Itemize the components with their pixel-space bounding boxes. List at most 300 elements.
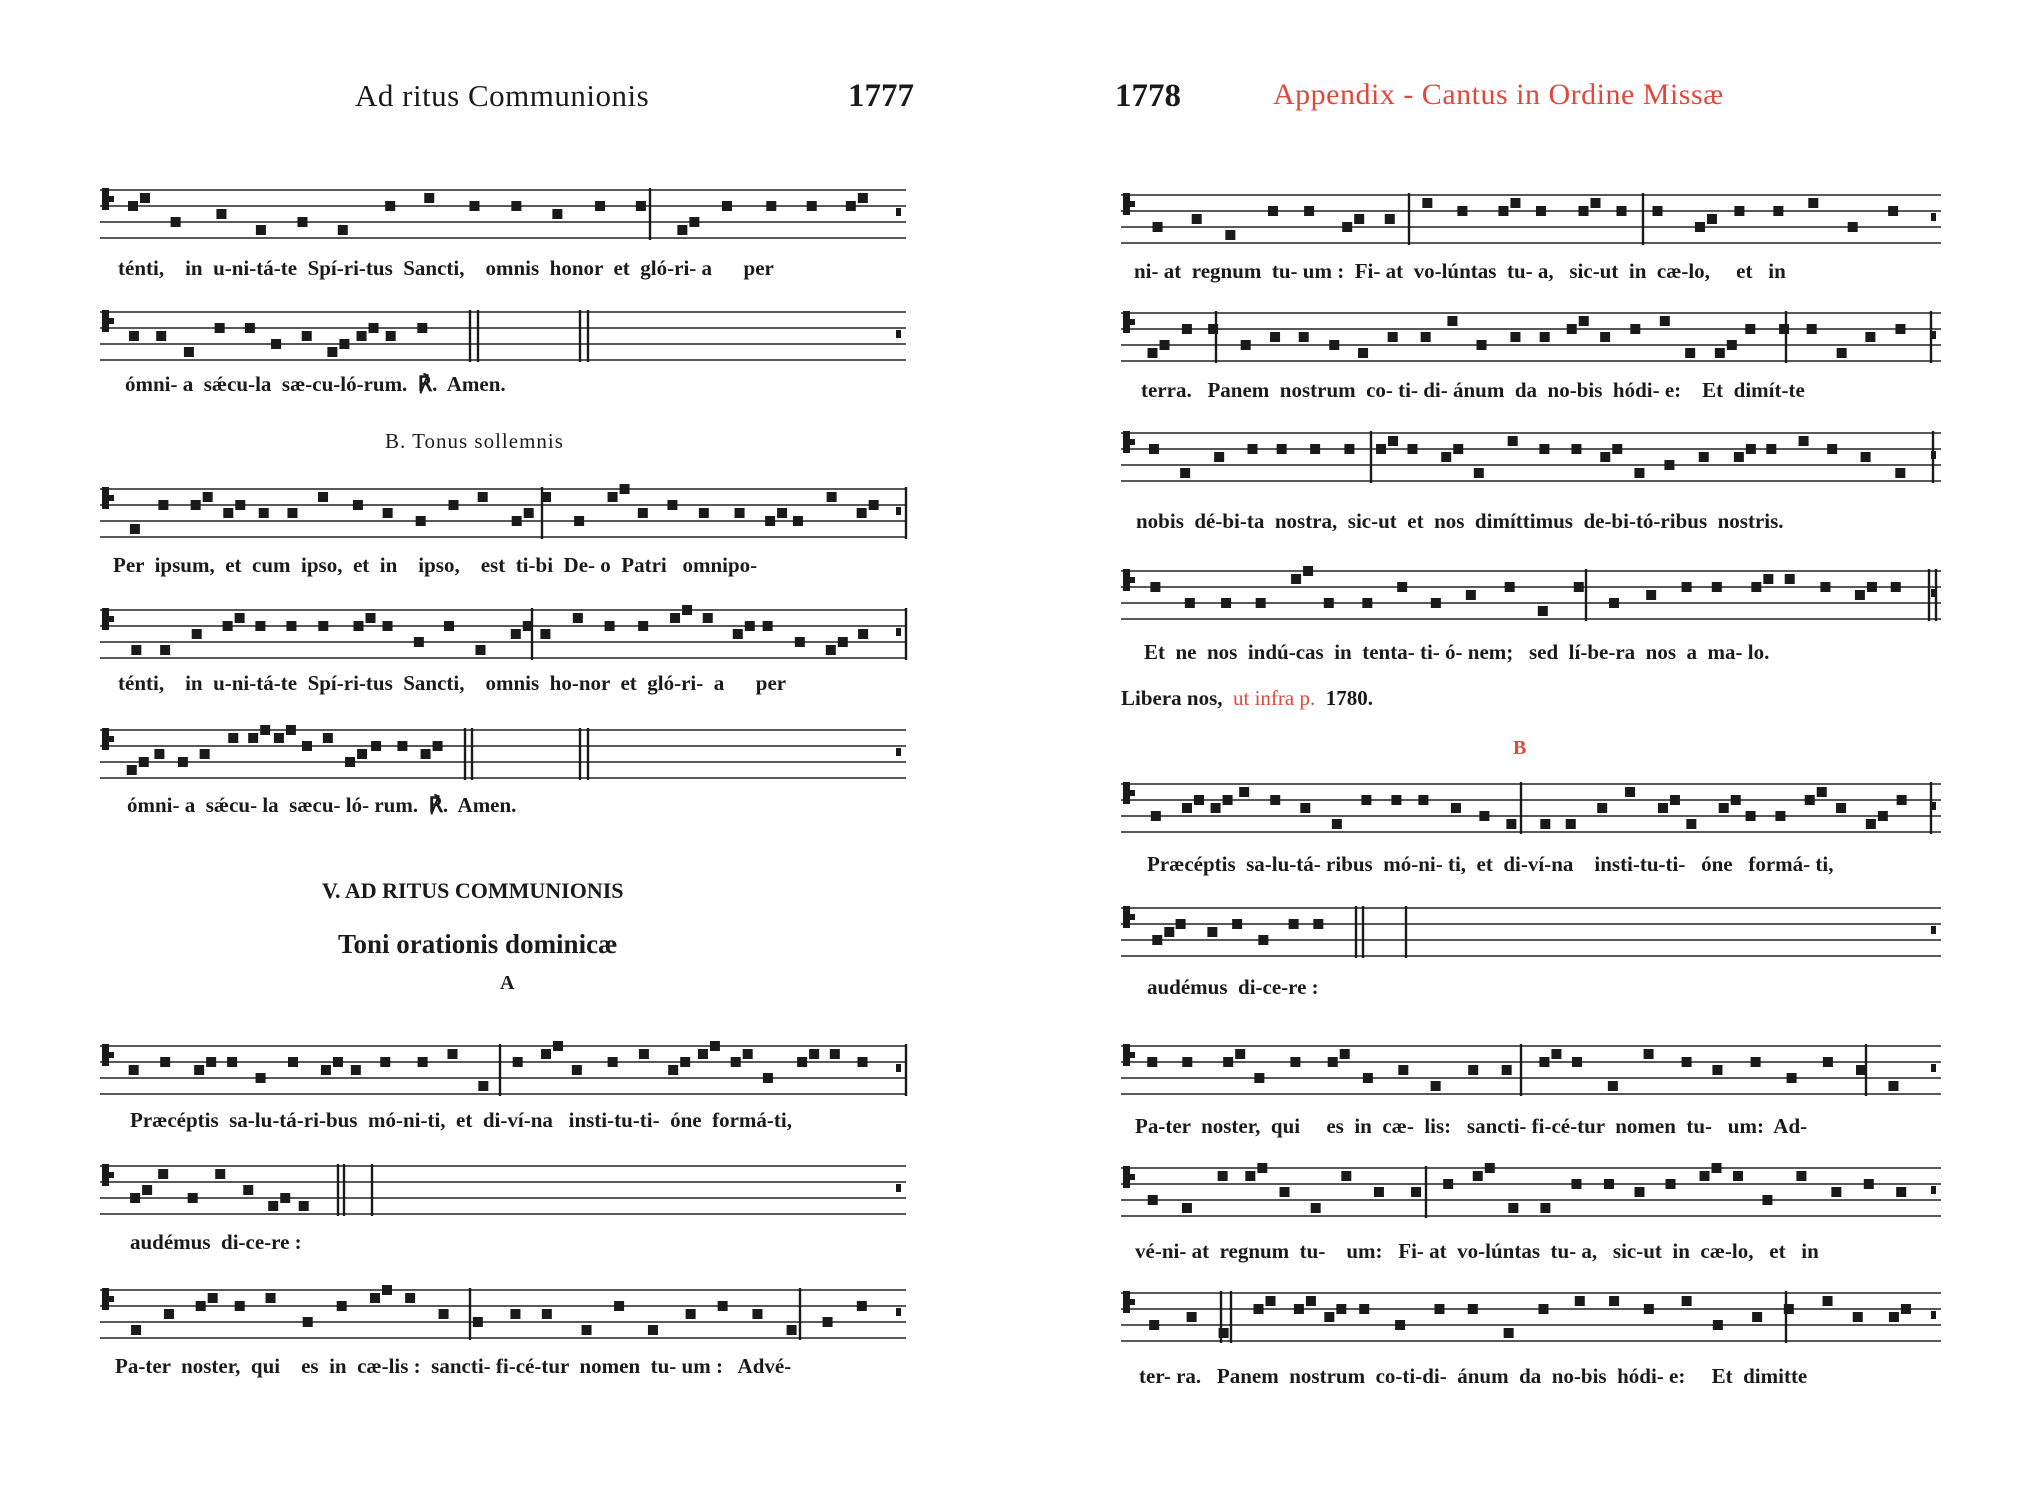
clef-mark [1123, 311, 1130, 333]
lyric-line: ténti, in u-ni-tá-te Spí-ri-tus Sancti, omnis ho-nor et gló-ri- a per [118, 671, 787, 695]
neume-note [1359, 1304, 1369, 1314]
custos-mark [1931, 802, 1936, 810]
neume-note [1539, 444, 1549, 454]
neume-note [1733, 1171, 1743, 1181]
custos-mark [1931, 213, 1936, 221]
neume-note [573, 613, 583, 623]
neume-note [139, 757, 149, 767]
clef-mark [109, 196, 114, 202]
neume-note [417, 323, 427, 333]
neume-note [1889, 1312, 1899, 1322]
neume-note [287, 508, 297, 518]
custos-mark [896, 1184, 901, 1192]
neume-note [1182, 1203, 1192, 1213]
lyric-line: terra. Panem nostrum co- ti- di- ánum da no-bis hódi- e: Et dimít-te [1141, 378, 1805, 402]
neume-note [1247, 444, 1257, 454]
neume-note [1266, 1296, 1276, 1306]
neume-note [1796, 1171, 1806, 1181]
neume-note [1646, 590, 1656, 600]
neume-note [1837, 348, 1847, 358]
section-title: V. AD RITUS COMMUNIONIS [322, 878, 624, 903]
neume-note [1891, 582, 1901, 592]
neume-note [475, 645, 485, 655]
neume-note [1182, 1057, 1192, 1067]
neume-note [1808, 198, 1818, 208]
neume-note [191, 500, 201, 510]
neume-note [667, 500, 677, 510]
neume-note [248, 733, 258, 743]
neume-note [809, 1049, 819, 1059]
neume-note [357, 749, 367, 759]
neume-note [1477, 340, 1487, 350]
neume-note [1805, 795, 1815, 805]
neume-note [838, 637, 848, 647]
neume-note [160, 1057, 170, 1067]
neume-note [722, 201, 732, 211]
neume-note [1506, 819, 1516, 829]
neume-note [677, 225, 687, 235]
neume-note [418, 1057, 428, 1067]
neume-note [1630, 324, 1640, 334]
neume-note [1221, 598, 1231, 608]
neume-note [1604, 1179, 1614, 1189]
neume-note [1505, 582, 1515, 592]
custos-mark [896, 748, 901, 756]
neume-note [1567, 324, 1577, 334]
left-page-number: 1777 [848, 78, 914, 114]
lyric-line: ter- ra. Panem nostrum co-ti-di- ánum da no-bis hódi- e: Et dimitte [1139, 1364, 1808, 1388]
neume-note [1332, 819, 1342, 829]
neume-note [1600, 452, 1610, 462]
neume-note [260, 725, 270, 735]
clef-mark [1130, 790, 1135, 796]
neume-note [807, 201, 817, 211]
neume-note [1336, 1304, 1346, 1314]
neume-note [826, 645, 836, 655]
clef-mark [1123, 782, 1130, 804]
neume-note [339, 339, 349, 349]
chant-staff [100, 184, 906, 246]
neume-note [733, 629, 743, 639]
neume-note [469, 201, 479, 211]
neume-note [353, 500, 363, 510]
neume-note [1836, 803, 1846, 813]
custos-mark [896, 330, 901, 338]
neume-note [302, 741, 312, 751]
neume-note [1719, 803, 1729, 813]
neume-note [286, 621, 296, 631]
neume-note [1304, 206, 1314, 216]
clef-mark [109, 318, 114, 324]
neume-note [380, 1057, 390, 1067]
neume-note [1362, 598, 1372, 608]
neume-note [228, 733, 238, 743]
lyric-line: Pa-ter noster, qui es in cæ- lis: sancti- fi-cé-tur nomen tu- um: Ad- [1135, 1114, 1808, 1138]
lyric-line: ténti, in u-ni-tá-te Spí-ri-tus Sancti, omnis honor et gló-ri- a per [118, 256, 774, 280]
neume-note [256, 225, 266, 235]
neume-note [1289, 919, 1299, 929]
chant-staff [1121, 565, 1941, 627]
neume-note [1443, 1179, 1453, 1189]
clef-mark [109, 1172, 114, 1178]
neume-note [1431, 1081, 1441, 1091]
neume-note [766, 201, 776, 211]
libera-reference: ut infra p. [1233, 686, 1316, 710]
neume-note [1270, 332, 1280, 342]
clef-mark [102, 1044, 109, 1066]
neume-note [1290, 1057, 1300, 1067]
neume-note [192, 629, 202, 639]
neume-note [382, 1285, 392, 1295]
neume-note [1473, 1171, 1483, 1181]
clef-mark [102, 310, 109, 332]
neume-note [424, 193, 434, 203]
clef-mark [1130, 1174, 1135, 1180]
neume-note [1572, 1057, 1582, 1067]
lyric-line: Pa-ter noster, qui es in cæ-lis : sancti- fi-cé-tur nomen tu- um : Advé- [115, 1354, 792, 1378]
neume-note [1341, 1171, 1351, 1181]
clef-mark [109, 736, 114, 742]
neume-note [256, 1073, 266, 1083]
neume-note [582, 1325, 592, 1335]
neume-note [1888, 206, 1898, 216]
neume-note [1418, 795, 1428, 805]
neume-note [140, 193, 150, 203]
lyric-line: ni- at regnum tu- um : Fi- at vo-lúntas tu- a, sic-ut in cæ-lo, et in [1134, 259, 1786, 283]
neume-note [1147, 1057, 1157, 1067]
neume-note [620, 484, 630, 494]
section-subtitle: Toni orationis dominicæ [338, 929, 618, 959]
chant-staff [100, 1040, 906, 1102]
neume-note [1258, 935, 1268, 945]
neume-note [1652, 206, 1662, 216]
neume-note [680, 1057, 690, 1067]
neume-note [1148, 1195, 1158, 1205]
neume-note [194, 1065, 204, 1075]
neume-note [1254, 1304, 1264, 1314]
neume-note [1571, 1179, 1581, 1189]
neume-note [1715, 348, 1725, 358]
neume-note [689, 217, 699, 227]
lyric-line: ómni- a sǽcu- la sæcu- ló- rum. ℟. Amen. [127, 793, 517, 817]
neume-note [670, 613, 680, 623]
neume-note [682, 605, 692, 615]
neume-note [858, 629, 868, 639]
neume-note [541, 1049, 551, 1059]
neume-note [1268, 206, 1278, 216]
neume-note [1682, 582, 1692, 592]
neume-note [1235, 1049, 1245, 1059]
neume-note [510, 1309, 520, 1319]
neume-note [227, 1057, 237, 1067]
neume-note [1799, 436, 1809, 446]
neume-note [686, 1309, 696, 1319]
neume-note [1510, 332, 1520, 342]
custos-mark [896, 507, 901, 515]
neume-note [511, 201, 521, 211]
neume-note [298, 217, 308, 227]
neume-note [1762, 1195, 1772, 1205]
neume-note [1540, 1203, 1550, 1213]
clef-mark [1123, 193, 1130, 215]
neume-note [1745, 324, 1755, 334]
neume-note [1187, 1312, 1197, 1322]
chant-staff [100, 724, 906, 786]
neume-note [1291, 574, 1301, 584]
chant-staff [1121, 1040, 1941, 1102]
neume-note [255, 621, 265, 631]
neume-note [1407, 444, 1417, 454]
neume-note [131, 1325, 141, 1335]
neume-note [857, 508, 867, 518]
neume-note [608, 1057, 618, 1067]
neume-note [188, 1193, 198, 1203]
neume-note [274, 733, 284, 743]
neume-note [699, 508, 709, 518]
neume-note [1194, 795, 1204, 805]
neume-note [345, 757, 355, 767]
neume-note [1566, 819, 1576, 829]
neume-note [266, 1293, 276, 1303]
neume-note [184, 347, 194, 357]
neume-note [1148, 348, 1158, 358]
neume-note [1866, 819, 1876, 829]
neume-note [1306, 1296, 1316, 1306]
neume-note [605, 621, 615, 631]
neume-note [763, 1073, 773, 1083]
neume-note [1256, 598, 1266, 608]
clef-mark [1123, 569, 1130, 591]
neume-note [1354, 214, 1364, 224]
lyric-line: vé-ni- at regnum tu- um: Fi- at vo-lúntas tu- a, sic-ut in cæ-lo, et in [1135, 1239, 1819, 1263]
neume-note [1299, 332, 1309, 342]
neume-note [1658, 803, 1668, 813]
neume-note [763, 621, 773, 631]
neume-note [1257, 1163, 1267, 1173]
neume-note [1734, 452, 1744, 462]
neume-note [1218, 1171, 1228, 1181]
libera-label: Libera nos, [1121, 686, 1223, 710]
neume-note [1855, 590, 1865, 600]
neume-note [1597, 803, 1607, 813]
neume-note [1185, 598, 1195, 608]
neume-note [1763, 574, 1773, 584]
lyric-line: Præcéptis sa-lu-tá- ribus mó-ni- ti, et di-ví-na insti-tu-ti- óne formá- ti, [1147, 852, 1834, 876]
neume-note [1746, 444, 1756, 454]
neume-note [1600, 332, 1610, 342]
neume-note [1152, 935, 1162, 945]
neume-note [127, 765, 137, 775]
neume-note [215, 323, 225, 333]
neume-note [1385, 214, 1395, 224]
neume-note [1540, 819, 1550, 829]
neume-note [1303, 566, 1313, 576]
neume-note [286, 725, 296, 735]
lyric-line: Præcéptis sa-lu-tá-ri-bus mó-ni-ti, et di-ví-na insti-tu-ti- óne formá-ti, [130, 1108, 792, 1132]
neume-note [1686, 819, 1696, 829]
neume-note [1239, 787, 1249, 797]
chant-staff [100, 1284, 906, 1346]
neume-note [203, 492, 213, 502]
neume-note [542, 1309, 552, 1319]
neume-note [223, 508, 233, 518]
clef-mark [102, 728, 109, 750]
neume-note [648, 1325, 658, 1335]
neume-note [638, 508, 648, 518]
neume-note [1431, 598, 1441, 608]
neume-note [1666, 1179, 1676, 1189]
neume-note [1660, 316, 1670, 326]
clef-mark [1123, 1166, 1130, 1188]
neume-note [1787, 1073, 1797, 1083]
neume-note [1664, 460, 1674, 470]
neume-note [1682, 1296, 1692, 1306]
neume-note [1225, 230, 1235, 240]
right-page-number: 1778 [1115, 78, 1181, 114]
neume-note [1485, 1163, 1495, 1173]
neume-note [1223, 795, 1233, 805]
neume-note [1785, 574, 1795, 584]
neume-note [1219, 1328, 1229, 1338]
neume-note [416, 516, 426, 526]
neume-note [1182, 803, 1192, 813]
neume-note [1376, 444, 1386, 454]
neume-note [1625, 787, 1635, 797]
neume-note [1784, 1304, 1794, 1314]
clef-mark [102, 487, 109, 509]
neume-note [1896, 1187, 1906, 1197]
neume-note [1864, 1179, 1874, 1189]
neume-note [370, 1293, 380, 1303]
neume-note [1245, 1171, 1255, 1181]
neume-note [513, 1057, 523, 1067]
neume-note [1712, 1163, 1722, 1173]
neume-note [245, 323, 255, 333]
neume-note [208, 1293, 218, 1303]
neume-note [1751, 1057, 1761, 1067]
neume-note [1164, 927, 1174, 937]
neume-note [1635, 1187, 1645, 1197]
neume-note [552, 209, 562, 219]
neume-note [1300, 803, 1310, 813]
clef-mark [109, 495, 114, 501]
neume-note [1232, 919, 1242, 929]
neume-note [1149, 444, 1159, 454]
neume-note [385, 201, 395, 211]
neume-note [439, 1309, 449, 1319]
neume-note [1361, 795, 1371, 805]
neume-note [1823, 1057, 1833, 1067]
neume-note [299, 1201, 309, 1211]
neume-note [1682, 1057, 1692, 1067]
custos-mark [1931, 1064, 1936, 1072]
clef-mark [1130, 1299, 1135, 1305]
clef-mark [1123, 1044, 1130, 1066]
neume-note [572, 1065, 582, 1075]
neume-note [743, 1049, 753, 1059]
right-page [1011, 0, 2022, 1500]
neume-note [1451, 803, 1461, 813]
neume-note [478, 492, 488, 502]
clef-mark [102, 188, 109, 210]
neume-note [1895, 324, 1905, 334]
neume-note [1670, 795, 1680, 805]
neume-note [541, 492, 551, 502]
neume-note [128, 201, 138, 211]
custos-mark [1931, 451, 1936, 459]
neume-note [857, 1301, 867, 1311]
neume-note [595, 201, 605, 211]
clef-mark [1123, 906, 1130, 928]
neume-note [668, 1065, 678, 1075]
clef-mark [1123, 1291, 1130, 1313]
neume-note [130, 524, 140, 534]
neume-note [1342, 222, 1352, 232]
neume-note [288, 1057, 298, 1067]
neume-note [1727, 340, 1737, 350]
neume-note [164, 1309, 174, 1319]
neume-note [323, 733, 333, 743]
tone-letter-a: A [500, 972, 515, 994]
neume-note [321, 1065, 331, 1075]
tonus-subheading: B. Tonus sollemnis [385, 429, 564, 453]
neume-note [449, 500, 459, 510]
neume-note [235, 1301, 245, 1311]
neume-note [383, 508, 393, 518]
neume-note [1574, 582, 1584, 592]
neume-note [1578, 206, 1588, 216]
neume-note [1699, 452, 1709, 462]
clef-mark [1130, 319, 1135, 325]
neume-note [523, 621, 533, 631]
neume-note [1395, 1320, 1405, 1330]
neume-note [1539, 1057, 1549, 1067]
custos-mark [1931, 331, 1936, 339]
neume-note [858, 1057, 868, 1067]
neume-note [703, 613, 713, 623]
neume-note [524, 508, 534, 518]
neume-note [1294, 1304, 1304, 1314]
neume-note [337, 1301, 347, 1311]
clef-mark [109, 1052, 114, 1058]
neume-note [1388, 436, 1398, 446]
neume-note [1192, 214, 1202, 224]
custos-mark [896, 208, 901, 216]
neume-note [1468, 1065, 1478, 1075]
neume-note [1895, 468, 1905, 478]
clef-mark [1130, 439, 1135, 445]
tone-letter-b: B [1513, 737, 1527, 759]
neume-note [1398, 1065, 1408, 1075]
neume-note [1731, 795, 1741, 805]
neume-note [1712, 582, 1722, 592]
neume-note [1734, 206, 1744, 216]
neume-note [1421, 332, 1431, 342]
neume-note [216, 209, 226, 219]
neume-note [752, 1309, 762, 1319]
neume-note [1888, 1081, 1898, 1091]
neume-note [1609, 598, 1619, 608]
neume-note [1363, 1073, 1373, 1083]
neume-note [243, 1185, 253, 1195]
neume-note [371, 741, 381, 751]
neume-note [129, 331, 139, 341]
neume-note [386, 331, 396, 341]
neume-note [827, 492, 837, 502]
neume-note [268, 1201, 278, 1211]
neume-note [1447, 316, 1457, 326]
neume-note [130, 1193, 140, 1203]
